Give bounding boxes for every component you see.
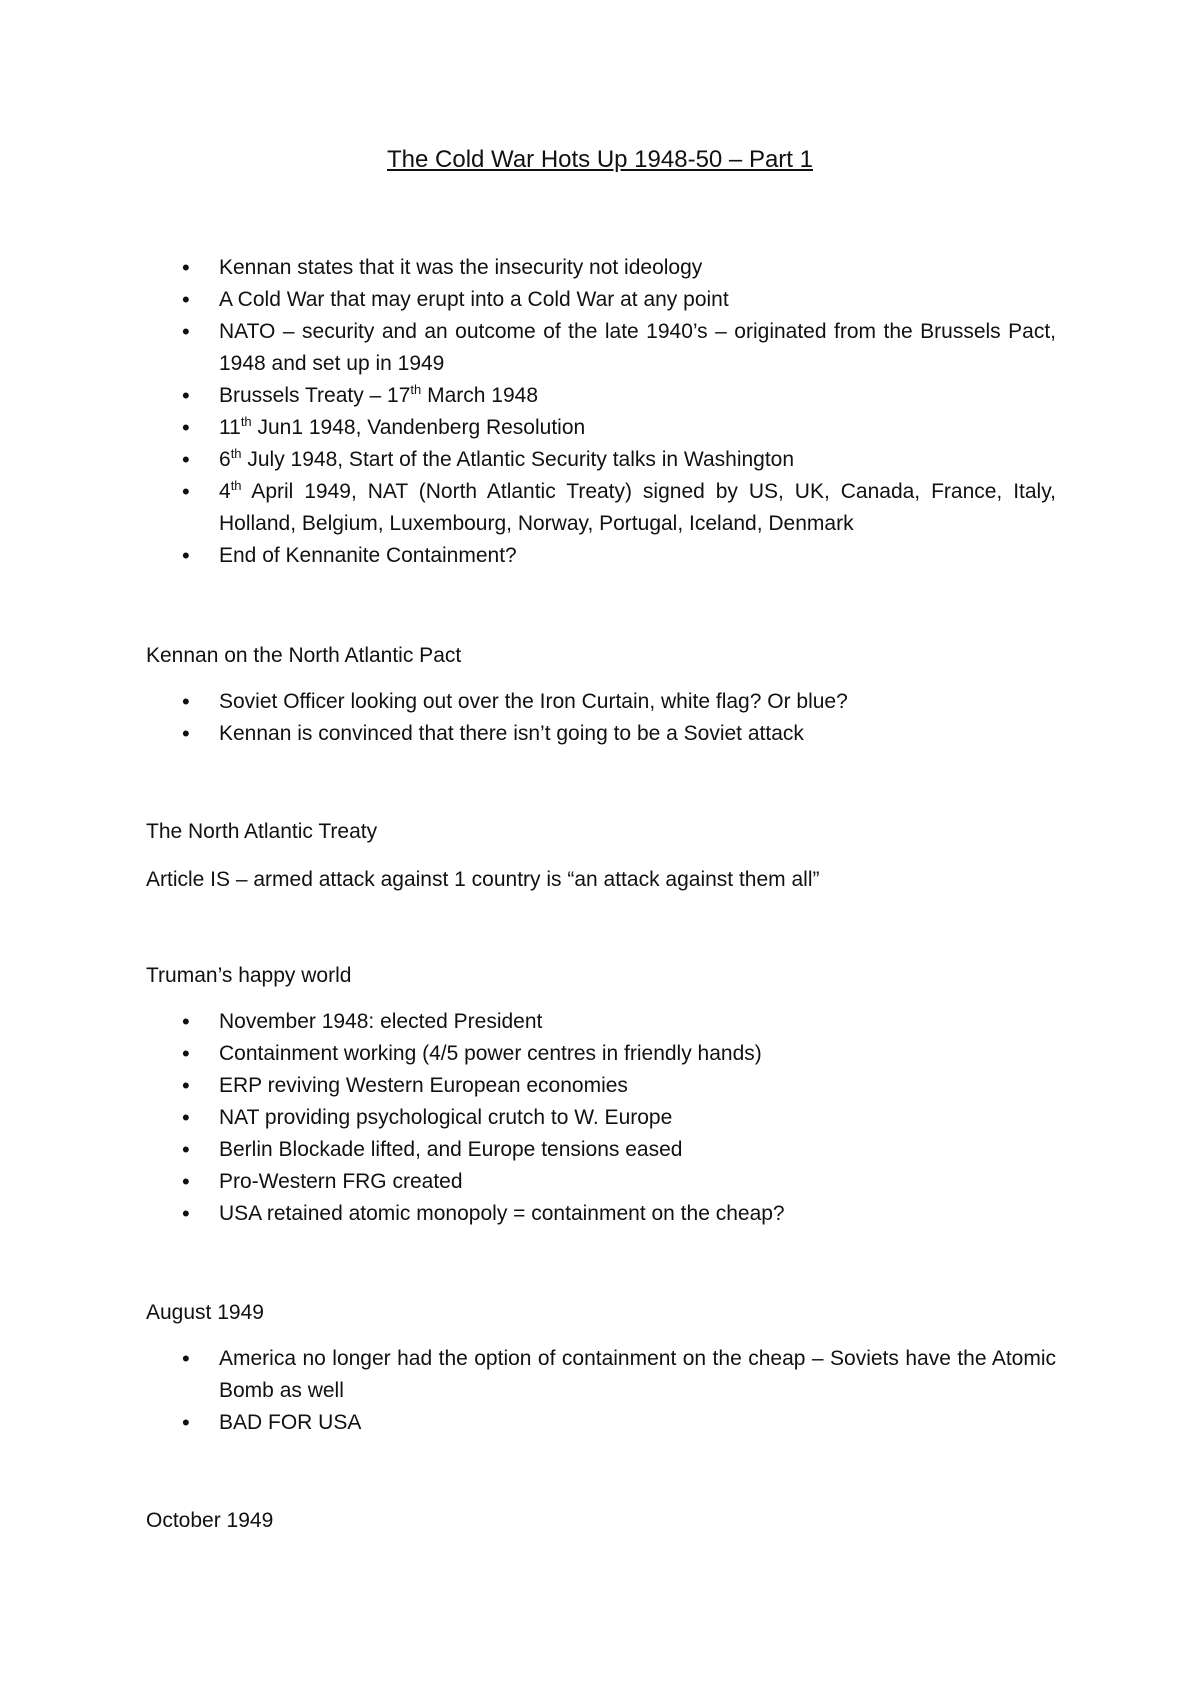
list-item: • Pro-Western FRG created bbox=[146, 1166, 1056, 1198]
text-part: July 1948, Start of the Atlantic Security talks in Washington bbox=[241, 448, 795, 471]
ordinal-suffix: th bbox=[230, 446, 242, 461]
august-bullet-list bbox=[146, 1343, 1056, 1439]
text-part: Brussels Treaty – 17 bbox=[219, 384, 411, 407]
list-item: • NATO – security and an outcome of the late 1940’s – originated from the Brussels Pact, 1948 and set up in 1949 bbox=[146, 316, 1056, 380]
list-item: • Kennan states that it was the insecurity not ideology bbox=[146, 252, 1056, 284]
list-item: • A Cold War that may erupt into a Cold War at any point bbox=[146, 284, 1056, 316]
text-part: March 1948 bbox=[421, 384, 538, 407]
list-item bbox=[146, 380, 1056, 412]
ordinal-suffix: th bbox=[410, 382, 422, 397]
list-item: • November 1948: elected President bbox=[146, 1006, 1056, 1038]
section-heading: The North Atlantic Treaty bbox=[146, 820, 378, 843]
ordinal-suffix: th bbox=[230, 478, 242, 493]
list-item bbox=[146, 476, 1056, 540]
section-heading: Kennan on the North Atlantic Pact bbox=[146, 644, 462, 667]
october-section bbox=[146, 1505, 1056, 1537]
list-item: • USA retained atomic monopoly = containment on the cheap? bbox=[146, 1198, 1056, 1230]
kennan-section bbox=[146, 640, 1056, 750]
truman-bullet-list bbox=[146, 1006, 1056, 1230]
section-heading: August 1949 bbox=[146, 1301, 264, 1324]
section-heading: October 1949 bbox=[146, 1509, 274, 1532]
text-part: April 1949, NAT (North Atlantic Treaty) signed by US, UK, Canada, France, Italy, Holland, Belgium, Luxembourg, Norway, Portugal, Iceland, Denmark bbox=[219, 480, 1056, 535]
text-part: Jun1 1948, Vandenberg Resolution bbox=[251, 416, 586, 439]
text-part: 6 bbox=[219, 448, 231, 471]
list-item: • Kennan is convinced that there isn’t going to be a Soviet attack bbox=[146, 718, 1056, 750]
treaty-section bbox=[146, 816, 1056, 896]
text-part: 4 bbox=[219, 480, 231, 503]
list-item: • America no longer had the option of containment on the cheap – Soviets have the Atomic Bomb as well bbox=[146, 1343, 1056, 1407]
list-item bbox=[146, 444, 1056, 476]
list-item: • NAT providing psychological crutch to W. Europe bbox=[146, 1102, 1056, 1134]
text-part: 11 bbox=[219, 416, 241, 439]
article-text: Article IS – armed attack against 1 country is “an attack against them all” bbox=[146, 868, 820, 891]
ordinal-suffix: th bbox=[240, 414, 252, 429]
list-item: • Soviet Officer looking out over the Iron Curtain, white flag? Or blue? bbox=[146, 686, 1056, 718]
list-item: • Berlin Blockade lifted, and Europe tensions eased bbox=[146, 1134, 1056, 1166]
kennan-bullet-list bbox=[146, 686, 1056, 750]
truman-section bbox=[146, 960, 1056, 1230]
page-title: The Cold War Hots Up 1948-50 – Part 1 bbox=[387, 146, 813, 173]
list-item: • ERP reviving Western European economies bbox=[146, 1070, 1056, 1102]
list-item: • Containment working (4/5 power centres in friendly hands) bbox=[146, 1038, 1056, 1070]
intro-section bbox=[146, 252, 1056, 572]
list-item: • End of Kennanite Containment? bbox=[146, 540, 1056, 572]
intro-bullet-list bbox=[146, 252, 1056, 572]
list-item bbox=[146, 412, 1056, 444]
list-item: • BAD FOR USA bbox=[146, 1407, 1056, 1439]
august-section bbox=[146, 1297, 1056, 1439]
section-heading: Truman’s happy world bbox=[146, 964, 352, 987]
